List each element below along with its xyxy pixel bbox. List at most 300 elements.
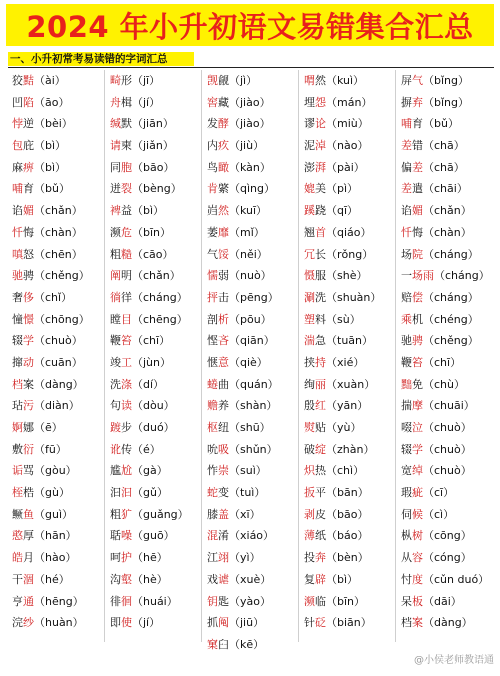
entry-char-1: 哺	[401, 117, 412, 131]
entry-char-1: 江	[207, 551, 218, 565]
entry-char-2: 危	[121, 225, 132, 239]
entry-pinyin: （pì）	[326, 182, 359, 196]
word-entry	[110, 200, 206, 222]
entry-pinyin: （dàng）	[34, 377, 84, 391]
divider	[8, 67, 494, 68]
entry-char-1: 驰	[401, 334, 412, 348]
entry-char-1: 挟	[304, 355, 315, 369]
word-entry	[401, 178, 497, 200]
entry-char-2: 步	[121, 421, 132, 434]
entry-char-2: 崇	[218, 464, 229, 478]
entry-char-1: 抨	[207, 290, 218, 304]
entry-char-2: 骂	[23, 464, 34, 478]
word-entry	[401, 374, 497, 396]
entry-char-1: 档	[12, 377, 23, 391]
entry-pinyin: （guì）	[34, 507, 74, 521]
entry-pinyin: （kuì）	[326, 74, 365, 87]
word-entry	[401, 157, 497, 179]
entry-char-1: 鞭	[110, 334, 121, 348]
entry-char-1: 桎	[12, 486, 23, 500]
word-entry	[110, 460, 206, 482]
entry-char-1: 发	[207, 117, 218, 131]
entry-char-1: 濒	[304, 594, 315, 608]
entry-char-1: 肯	[207, 182, 218, 196]
entry-char-2: 湃	[315, 160, 326, 174]
word-entry	[304, 460, 400, 482]
entry-pinyin: （sù）	[326, 312, 361, 326]
entry-char-1: 汩	[110, 486, 121, 500]
word-entry	[401, 460, 497, 482]
word-entry	[12, 157, 108, 179]
word-entry	[12, 439, 108, 461]
entry-char-2: 鱼	[23, 507, 34, 521]
entry-char-1: 薄	[304, 529, 315, 543]
word-entry	[304, 569, 400, 591]
entry-pinyin: （cháng）	[132, 290, 188, 304]
entry-char-1: 忏	[401, 225, 412, 239]
word-entry	[12, 70, 108, 92]
word-entry	[304, 330, 400, 352]
word-entry	[304, 309, 400, 331]
entry-char-1: 冗	[304, 247, 315, 261]
entry-pinyin: （shǔn）	[229, 442, 278, 456]
entry-char-1: 迸	[110, 182, 121, 196]
entry-pinyin: （dāi）	[423, 594, 462, 608]
entry-pinyin: （bì）	[326, 572, 359, 586]
entry-pinyin: （báo）	[326, 529, 369, 543]
entry-char-1: 濒	[110, 225, 121, 239]
entry-char-2: 藏	[218, 95, 229, 109]
entry-char-2: 洗	[315, 290, 326, 304]
entry-char-1: 混	[207, 529, 218, 543]
entry-char-1: 干	[12, 572, 23, 586]
entry-char-1: 尴	[110, 464, 121, 478]
entry-char-2: 错	[412, 139, 423, 153]
entry-pinyin: （bèn）	[326, 551, 369, 565]
entry-char-2: 厚	[23, 529, 34, 543]
word-entry	[207, 352, 303, 374]
entry-char-2: 觎	[218, 74, 229, 87]
watermark: @小侯老师教语通	[414, 655, 494, 666]
entry-pinyin: （qiè）	[229, 355, 268, 369]
entry-pinyin: （cháng）	[423, 290, 479, 304]
entry-pinyin: （jiū）	[229, 616, 265, 630]
entry-char-2: 纱	[23, 616, 34, 630]
entry-pinyin: （yào）	[229, 594, 271, 608]
entry-pinyin: （bān）	[326, 486, 369, 500]
word-entry	[207, 525, 303, 547]
word-entry	[207, 330, 303, 352]
entry-char-1: 内	[207, 139, 218, 153]
entry-char-1: 亨	[12, 594, 23, 608]
word-entry	[12, 569, 108, 591]
entry-char-2: 梏	[23, 486, 34, 500]
word-entry	[207, 157, 303, 179]
entry-char-1: 场	[401, 247, 412, 261]
word-entry	[110, 287, 206, 309]
entry-pinyin: （cháng）	[434, 269, 490, 283]
entry-char-2: 悔	[23, 225, 34, 239]
entry-char-1: 翘	[304, 225, 315, 239]
entry-pinyin: （duó）	[132, 421, 175, 434]
word-entry	[304, 157, 400, 179]
entry-char-2: 瞰	[218, 160, 229, 174]
word-entry	[401, 395, 497, 417]
entry-char-2: 悔	[412, 225, 423, 239]
entry-pinyin: （cóng）	[423, 551, 472, 565]
entry-char-1: 抓	[207, 616, 218, 630]
entry-pinyin: （guǎng）	[132, 507, 189, 521]
entry-pinyin: （hēng）	[34, 594, 84, 608]
word-entry	[401, 222, 497, 244]
entry-char-1: 塑	[304, 312, 315, 326]
entry-char-1: 瑕	[401, 486, 412, 500]
word-entry	[110, 417, 206, 439]
entry-char-2: 怒	[23, 247, 34, 261]
entry-char-2: 长	[315, 247, 326, 261]
entry-pinyin: （jùn）	[132, 355, 171, 369]
entry-pinyin: （bì）	[34, 139, 67, 153]
word-entry	[12, 244, 108, 266]
word-entry	[207, 309, 303, 331]
entry-char-1: 黜	[401, 377, 412, 391]
entry-char-2: 庇	[23, 139, 34, 153]
word-entry	[207, 547, 303, 569]
entry-pinyin: （tuān）	[326, 334, 373, 348]
entry-char-1: 狡	[12, 74, 23, 87]
entry-char-2: 红	[315, 399, 326, 413]
entry-char-2: 料	[315, 312, 326, 326]
word-entry	[110, 395, 206, 417]
entry-pinyin: （xiáo）	[229, 529, 275, 543]
entry-char-2: 砭	[315, 616, 326, 630]
entry-char-2: 读	[121, 399, 132, 413]
entry-char-2: 陷	[23, 95, 34, 109]
word-entry	[207, 135, 303, 157]
entry-char-2: 吸	[218, 442, 229, 456]
entry-pinyin: （shàn）	[229, 399, 278, 413]
entry-char-2: 默	[121, 117, 132, 131]
entry-char-1: 膝	[207, 507, 218, 521]
entry-char-2: 益	[121, 204, 132, 218]
word-entry	[110, 547, 206, 569]
entry-char-1: 玷	[12, 399, 23, 413]
entry-pinyin: （nào）	[326, 139, 369, 153]
word-entry	[401, 482, 497, 504]
entry-char-2: 学	[23, 334, 34, 348]
entry-pinyin: （qiān）	[229, 334, 275, 348]
word-entry	[12, 525, 108, 547]
word-entry	[304, 222, 400, 244]
entry-char-2: 尬	[121, 464, 132, 478]
entry-pinyin: （xuàn）	[326, 377, 376, 391]
entry-char-2: 柬	[121, 139, 132, 153]
entry-char-2: 场雨	[412, 269, 434, 283]
word-entry	[401, 265, 497, 287]
entry-pinyin: （bāo）	[326, 507, 369, 521]
entry-char-1: 媲	[304, 182, 315, 196]
title-banner	[6, 4, 494, 46]
entry-pinyin: （qī）	[326, 204, 359, 218]
entry-pinyin: （quán）	[229, 377, 279, 391]
entry-char-2: 臼	[218, 637, 229, 651]
word-entry	[207, 504, 303, 526]
word-entry	[304, 417, 400, 439]
word-entry	[12, 92, 108, 114]
entry-pinyin: （chì）	[326, 464, 365, 478]
entry-pinyin: （biān）	[326, 616, 372, 630]
entry-pinyin: （chǎn）	[34, 204, 83, 218]
entry-char-2: 翊	[218, 551, 229, 565]
word-entry	[12, 591, 108, 613]
entry-pinyin: （hē）	[132, 551, 168, 565]
entry-char-1: 徜	[110, 290, 121, 304]
section-heading: 一、小升初常考易读错的字词汇总	[8, 52, 194, 66]
entry-char-2: 然	[218, 204, 229, 218]
entry-pinyin: （chù）	[423, 377, 465, 391]
entry-char-1: 揣	[401, 399, 412, 413]
entry-pinyin: （cāo）	[132, 247, 174, 261]
entry-char-2: 析	[218, 312, 229, 326]
entry-char-1: 粗	[110, 507, 121, 521]
word-column-1	[12, 70, 108, 634]
word-entry	[401, 330, 497, 352]
word-entry	[207, 265, 303, 287]
entry-char-2: 学	[412, 442, 423, 456]
word-entry	[207, 482, 303, 504]
word-entry	[110, 482, 206, 504]
word-entry	[12, 460, 108, 482]
entry-char-2: 使	[121, 616, 132, 630]
entry-char-2: 娜	[23, 421, 34, 434]
word-entry	[304, 244, 400, 266]
entry-char-2: 纽	[218, 421, 229, 434]
word-entry	[12, 287, 108, 309]
entry-char-1: 裨	[110, 204, 121, 218]
word-entry	[12, 374, 108, 396]
word-entry	[401, 569, 497, 591]
word-entry	[110, 439, 206, 461]
word-entry	[207, 417, 303, 439]
entry-char-1: 戏	[207, 572, 218, 586]
word-entry	[12, 395, 108, 417]
word-entry	[207, 113, 303, 135]
entry-char-1: 皓	[12, 551, 23, 565]
word-column-4	[304, 70, 400, 634]
entry-char-2: 疵	[412, 486, 423, 500]
entry-char-1: 岿	[207, 204, 218, 218]
word-entry	[110, 135, 206, 157]
entry-pinyin: （jiào）	[229, 95, 271, 109]
entry-char-1: 讹	[110, 442, 121, 456]
entry-char-2: 泣	[412, 421, 423, 434]
entry-pinyin: （é）	[132, 442, 161, 456]
entry-char-2: 阄	[218, 616, 229, 630]
entry-pinyin: （tuì）	[229, 486, 266, 500]
entry-pinyin: （cōng）	[423, 529, 472, 543]
entry-char-1: 怍	[207, 464, 218, 478]
word-entry	[304, 352, 400, 374]
entry-char-1: 枞	[401, 529, 412, 543]
word-entry	[304, 395, 400, 417]
entry-char-1: 一	[401, 269, 412, 283]
word-entry	[207, 374, 303, 396]
entry-char-1: 洗	[110, 377, 121, 391]
entry-pinyin: （hè）	[132, 572, 168, 586]
word-entry	[110, 374, 206, 396]
entry-pinyin: （kē）	[229, 637, 265, 651]
entry-char-1: 鳜	[12, 507, 23, 521]
entry-char-2: 靡	[218, 225, 229, 239]
word-entry	[110, 352, 206, 374]
entry-pinyin: （mán）	[326, 95, 373, 109]
entry-char-2: 首	[315, 225, 326, 239]
entry-pinyin: （gà）	[132, 464, 168, 478]
word-entry	[304, 265, 400, 287]
entry-pinyin: （chuāi）	[423, 399, 475, 413]
entry-pinyin: （nuò）	[229, 269, 272, 283]
entry-char-1: 湍	[304, 334, 315, 348]
entry-char-1: 差	[401, 139, 412, 153]
entry-pinyin: （qìng）	[229, 182, 275, 196]
entry-pinyin: （bǔ）	[34, 182, 70, 196]
word-entry	[207, 287, 303, 309]
entry-char-2: 服	[315, 269, 326, 283]
word-entry	[304, 612, 400, 634]
entry-char-1: 档	[401, 616, 412, 630]
entry-pinyin: （chī）	[423, 355, 462, 369]
entry-pinyin: （bèng）	[132, 182, 182, 196]
entry-char-2: 奔	[315, 551, 326, 565]
entry-char-1: 吮	[207, 442, 218, 456]
entry-pinyin: （dàng）	[423, 616, 473, 630]
entry-char-2: 传	[121, 442, 132, 456]
entry-pinyin: （rǒng）	[326, 247, 374, 261]
entry-pinyin: （cǔn duó）	[423, 572, 490, 586]
entry-char-2: 候	[412, 507, 423, 521]
entry-pinyin: （chuò）	[423, 421, 472, 434]
entry-pinyin: （chī）	[132, 334, 171, 348]
entry-char-1: 畸	[110, 74, 121, 87]
entry-char-2: 差	[412, 160, 423, 174]
entry-char-1: 萎	[207, 225, 218, 239]
entry-char-1: 谄	[12, 204, 23, 218]
word-entry	[12, 352, 108, 374]
entry-char-1: 沟	[110, 572, 121, 586]
entry-char-2: 糙	[121, 247, 132, 261]
word-entry	[110, 504, 206, 526]
entry-pinyin: （zhàn）	[326, 442, 375, 456]
entry-char-2: 贴	[315, 421, 326, 434]
entry-pinyin: （bì）	[34, 160, 67, 174]
entry-char-1: 枢	[207, 421, 218, 434]
entry-char-1: 觊	[207, 74, 218, 87]
entry-char-2: 壑	[121, 572, 132, 586]
word-entry	[12, 547, 108, 569]
entry-char-1: 阐	[110, 269, 121, 283]
entry-pinyin: （chuò）	[423, 442, 472, 456]
word-entry	[304, 504, 400, 526]
entry-char-2: 綮	[218, 182, 229, 196]
entry-char-1: 伺	[401, 507, 412, 521]
entry-char-1: 谬	[304, 117, 315, 131]
entry-char-1: 粗	[110, 247, 121, 261]
word-entry	[401, 70, 497, 92]
word-entry	[207, 591, 303, 613]
word-entry	[12, 200, 108, 222]
word-entry	[207, 70, 303, 92]
entry-char-2: 美	[315, 182, 326, 196]
entry-char-1: 哺	[12, 182, 23, 196]
entry-char-1: 徘	[110, 594, 121, 608]
entry-char-2: 侈	[23, 290, 34, 304]
entry-char-1: 忖	[401, 572, 412, 586]
word-entry	[110, 70, 206, 92]
entry-char-1: 奢	[12, 290, 23, 304]
word-column-5	[401, 70, 497, 634]
entry-char-1: 澎	[304, 160, 315, 174]
entry-char-1: 诟	[12, 464, 23, 478]
entry-char-1: 辍	[12, 334, 23, 348]
entry-char-2: 逆	[23, 117, 34, 131]
entry-pinyin: （bīn）	[132, 225, 172, 239]
entry-pinyin: （guō）	[132, 529, 175, 543]
word-entry	[110, 591, 206, 613]
word-entry	[401, 309, 497, 331]
entry-pinyin: （chēng）	[132, 312, 188, 326]
entry-char-2: 临	[315, 594, 326, 608]
entry-pinyin: （diàn）	[34, 399, 80, 413]
word-entry	[304, 113, 400, 135]
entry-pinyin: （chāi）	[423, 182, 468, 196]
entry-char-2: 树	[412, 529, 423, 543]
entry-pinyin: （bīn）	[326, 594, 366, 608]
entry-char-2: 摩	[412, 399, 423, 413]
entry-char-2: 案	[412, 616, 423, 630]
word-entry	[207, 178, 303, 200]
word-entry	[110, 569, 206, 591]
entry-char-2: 汩	[121, 486, 132, 500]
entry-char-2: 然	[315, 74, 326, 87]
word-entry	[207, 222, 303, 244]
entry-char-1: 麻	[12, 160, 23, 174]
entry-char-2: 丽	[315, 377, 326, 391]
entry-pinyin: （kuī）	[229, 204, 268, 218]
word-entry	[304, 92, 400, 114]
entry-pinyin: （bì）	[132, 204, 165, 218]
entry-pinyin: （chàn）	[423, 225, 472, 239]
word-entry	[304, 287, 400, 309]
entry-char-2: 徉	[121, 290, 132, 304]
entry-pinyin: （jiù）	[229, 139, 265, 153]
entry-char-1: 谄	[401, 204, 412, 218]
entry-pinyin: （chēn）	[34, 247, 83, 261]
word-entry	[12, 265, 108, 287]
entry-pinyin: （mǐ）	[229, 225, 265, 239]
word-entry	[304, 178, 400, 200]
entry-char-2: 工	[121, 355, 132, 369]
entry-char-2: 急	[315, 334, 326, 348]
entry-pinyin: （qiáo）	[326, 225, 372, 239]
entry-pinyin: （jiān）	[132, 117, 174, 131]
entry-pinyin: （xī）	[229, 507, 261, 521]
entry-pinyin: （gòu）	[34, 464, 77, 478]
word-entry	[304, 591, 400, 613]
word-entry	[304, 547, 400, 569]
entry-char-1: 蜷	[207, 377, 218, 391]
word-entry	[12, 309, 108, 331]
word-entry	[401, 439, 497, 461]
